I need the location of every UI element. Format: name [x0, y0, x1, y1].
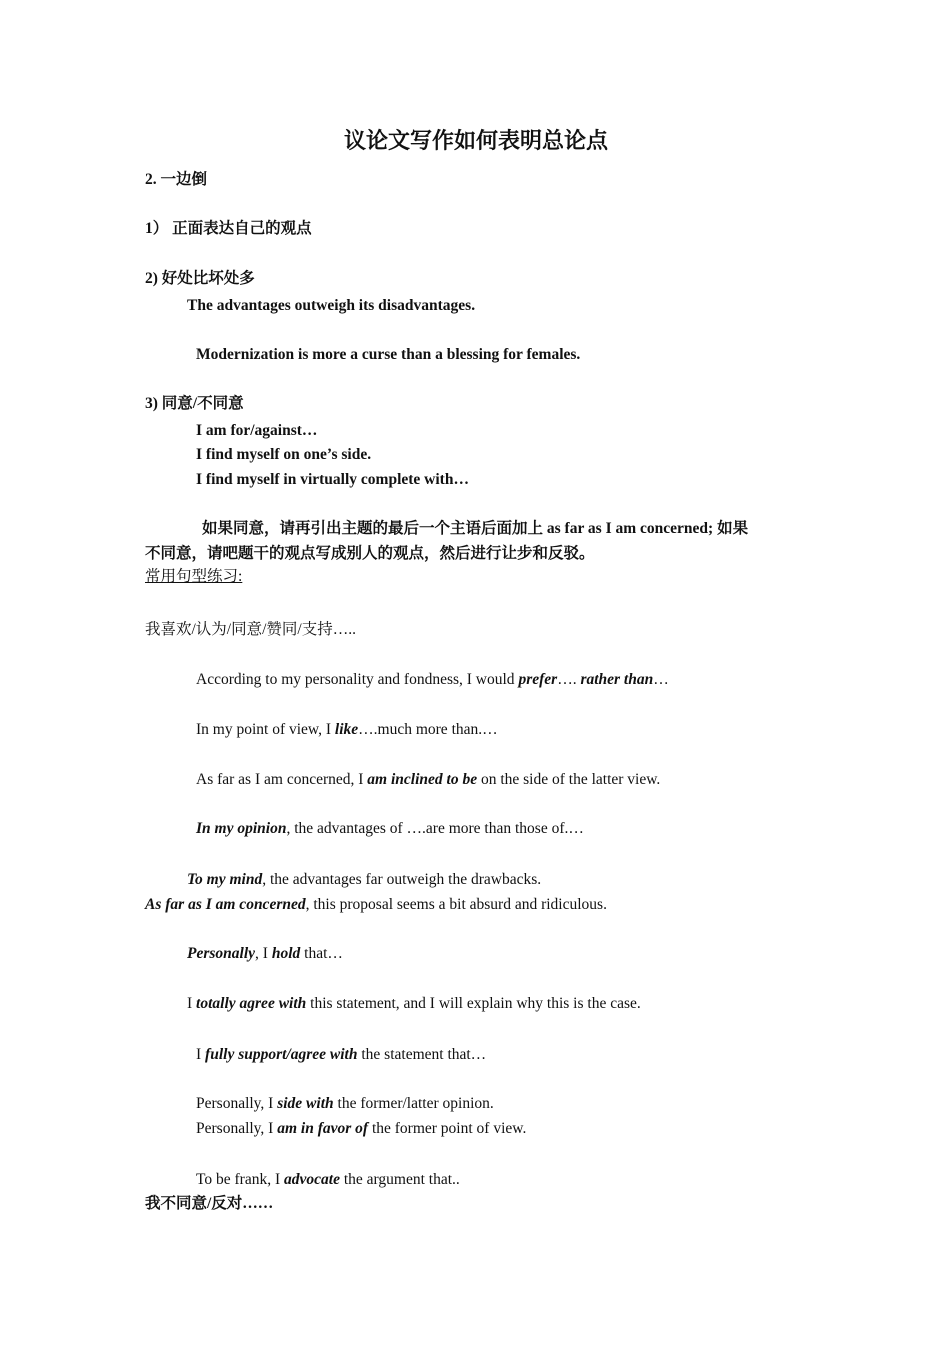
point-3-sentence-2: I find myself on one’s side.	[196, 446, 372, 463]
point-3-sentence-3: I find myself in virtually complete with…	[196, 471, 469, 488]
practice-heading: 常用句型练习:	[145, 568, 243, 585]
sentence-10	[196, 1094, 494, 1114]
note-line-2: 不同意，请吧题干的观点写成别人的观点，然后进行让步和反驳。	[145, 545, 595, 562]
point-2-sentence-2: Modernization is more a curse than a blessing for females.	[196, 346, 581, 363]
sentence-10-part-c: the former/latter opinion.	[333, 1095, 494, 1112]
sentence-1	[196, 670, 669, 690]
sentence-8-part-c: this statement, and I will explain why this is the case.	[306, 995, 641, 1012]
sentence-3-part-c: on the side of the latter view.	[477, 771, 661, 788]
sentence-6-keyword: As far as I am concerned	[145, 896, 306, 913]
sentence-4-keyword: In my opinion	[196, 820, 287, 837]
sentence-4-part-b: , the advantages of ….are more than those of.…	[286, 820, 584, 837]
note-line-1: 如果同意，请再引出主题的最后一个主语后面加上 as far as I am concerned; 如果	[202, 520, 749, 537]
point-1-heading: 1） 正面表达自己的观点	[145, 220, 312, 237]
sentence-2	[196, 720, 498, 740]
sentence-5-keyword: To my mind	[187, 871, 263, 888]
sentence-6	[145, 895, 607, 915]
sentence-10-keyword: side with	[277, 1095, 334, 1112]
sentence-9	[196, 1045, 486, 1065]
sentence-2-part-c: ….much more than.…	[358, 721, 498, 738]
sentence-2-keyword: like	[334, 721, 359, 738]
sentence-5-part-b: , the advantages far outweigh the drawbacks.	[262, 871, 542, 888]
sentence-8-part-a: I	[187, 995, 197, 1012]
sentence-11-keyword: am in favor of	[277, 1120, 369, 1137]
sentence-6-part-b: , this proposal seems a bit absurd and ridiculous.	[305, 896, 607, 913]
sentence-3-part-a: As far as I am concerned, I	[196, 771, 368, 788]
sentence-7	[187, 944, 343, 964]
point-2-heading: 2) 好处比坏处多	[145, 270, 255, 287]
sentence-12-part-c: the argument that..	[339, 1171, 460, 1188]
sentence-7-keyword-2: hold	[271, 945, 301, 962]
sentence-8	[187, 994, 641, 1014]
point-3-heading: 3) 同意/不同意	[145, 395, 244, 412]
sentence-7-part-b: , I	[255, 945, 272, 962]
sentence-1-part-c: ….	[557, 671, 581, 688]
sentence-1-keyword-1: prefer	[518, 671, 558, 688]
sentence-9-keyword: fully support/agree with	[205, 1046, 358, 1063]
sentence-11	[196, 1119, 526, 1139]
sentence-8-keyword: totally agree with	[196, 995, 307, 1012]
sentence-5	[187, 870, 541, 890]
sentence-7-keyword-1: Personally	[187, 945, 256, 962]
sentence-4	[196, 819, 584, 839]
sentence-3-keyword: am inclined to be	[367, 771, 478, 788]
sentence-1-part-e: …	[653, 671, 669, 688]
sentence-2-part-a: In my point of view, I	[196, 721, 335, 738]
sentence-9-part-a: I	[196, 1046, 206, 1063]
sentence-12	[196, 1170, 460, 1190]
sentence-9-part-c: the statement that…	[357, 1046, 487, 1063]
sentence-7-part-d: that…	[300, 945, 343, 962]
sentence-12-part-a: To be frank, I	[196, 1171, 285, 1188]
sentence-1-keyword-2: rather than	[580, 671, 654, 688]
sentence-11-part-c: the former point of view.	[368, 1120, 527, 1137]
point-3-sentence-1: I am for/against…	[196, 422, 318, 439]
disagree-heading: 我不同意/反对……	[145, 1195, 274, 1212]
sentence-11-part-a: Personally, I	[196, 1120, 278, 1137]
sentence-10-part-a: Personally, I	[196, 1095, 278, 1112]
sentence-12-keyword: advocate	[284, 1171, 340, 1188]
sentence-1-part-a: According to my personality and fondness, I would	[196, 671, 519, 688]
agree-heading: 我喜欢/认为/同意/赞同/支持…..	[145, 621, 356, 638]
section-heading: 2. 一边倒	[145, 171, 208, 188]
sentence-3	[196, 770, 660, 790]
page-title: 议论文写作如何表明总论点	[343, 128, 608, 154]
point-2-sentence-1: The advantages outweigh its disadvantages.	[187, 297, 476, 314]
